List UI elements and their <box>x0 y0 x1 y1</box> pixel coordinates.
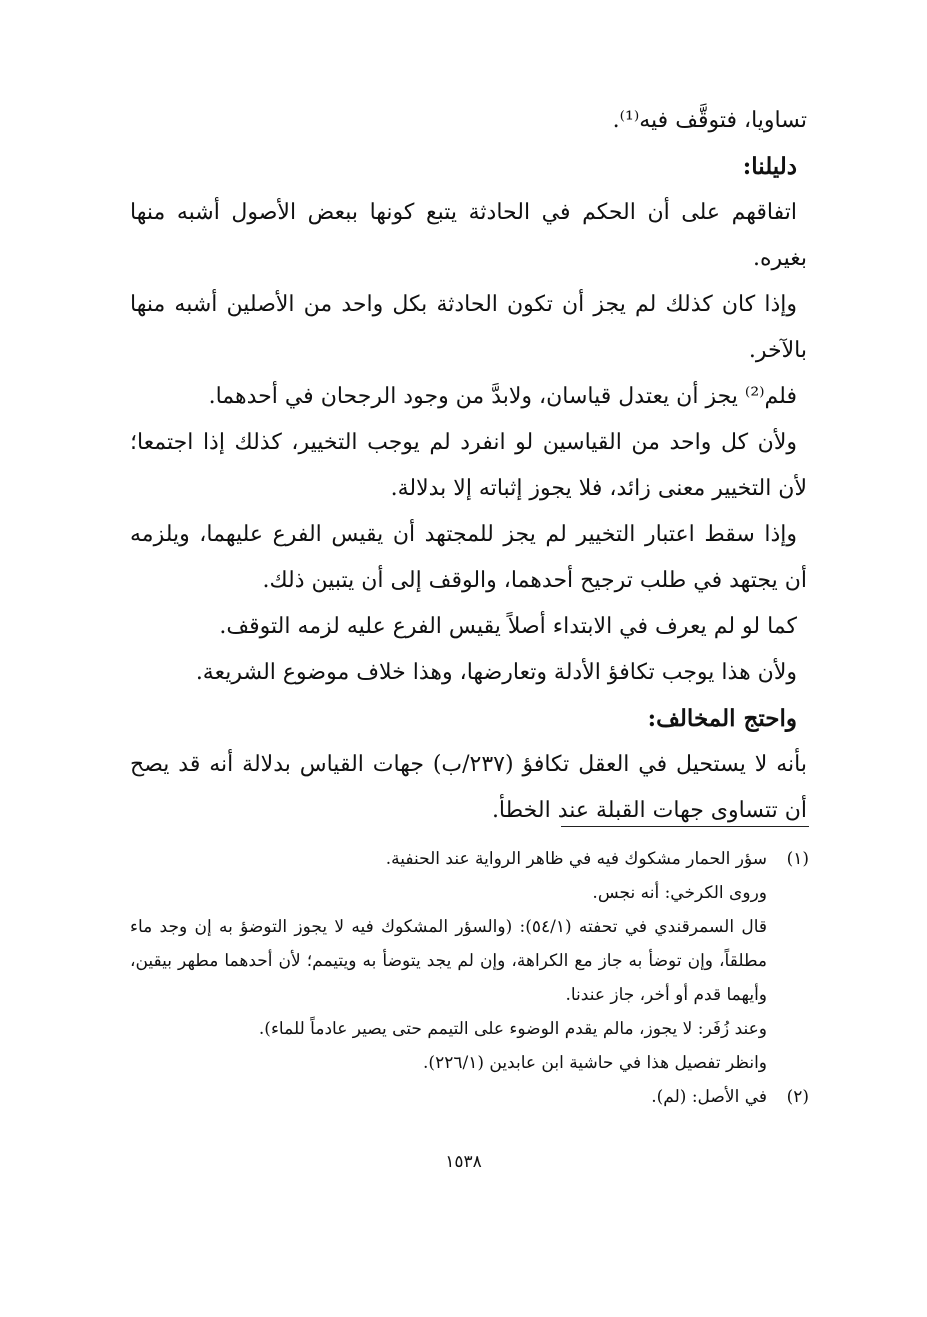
section-heading: واحتج المخالف: <box>647 705 797 732</box>
footnotes <box>130 842 809 1114</box>
paragraph: ولأن هذا يوجب تكافؤ الأدلة وتعارضها، وهذا خلاف موضوع الشريعة. <box>195 660 797 685</box>
page-number: ١٥٣٨ <box>445 1152 482 1172</box>
paragraph: وإذا سقط اعتبار التخيير لم يجز للمجتهد أن يقيس الفرع عليهما، ويلزمه أن يجتهد في طلب ترجيح أحدهما، والوقف إلى أن يتبين ذلك. <box>130 522 807 593</box>
paragraph: تساويا، فتوقَّف فيه⁽¹⁾. <box>612 108 807 133</box>
footnote-line: سؤر الحمار مشكوك فيه في ظاهر الرواية عند الحنفية. <box>385 849 767 869</box>
footnote-number: (٢) <box>786 1087 809 1107</box>
footnote-number: (١) <box>786 849 809 869</box>
main-text <box>130 98 807 834</box>
section-heading: دليلنا: <box>742 153 797 180</box>
footnote-line: وانظر تفصيل هذا في حاشية ابن عابدين (٢٢٦/١). <box>423 1053 767 1073</box>
footnote-line: وعند زُفَر: لا يجوز، مالم يقدم الوضوء على التيمم حتى يصير عادماً للماء). <box>258 1019 767 1039</box>
footnote-divider <box>561 826 809 827</box>
footnote-line: في الأصل: (لم). <box>651 1087 767 1107</box>
footnote-body <box>130 1080 767 1114</box>
paragraph: اتفاقهم على أن الحكم في الحادثة يتبع كونها ببعض الأصول أشبه منها بغيره. <box>130 200 807 271</box>
paragraph: ولأن كل واحد من القياسين لو انفرد لم يوجب التخيير، كذلك إذا اجتمعا؛ لأن التخيير معنى زائد، فلا يجوز إثباته إلا بدلالة. <box>130 430 807 501</box>
footnote <box>130 1080 809 1114</box>
footnote-line: قال السمرقندي في تحفته (٥٤/١): (والسؤر المشكوك فيه لا يجوز التوضؤ به إن وجد ماء مطلقاً، وإن توضأ به جاز مع الكراهة، وإن لم يجد يتوضأ به ويتيمم؛ لأن أحدهما مطهر بيقين، وأيهما قدم أو أخر، جاز عندنا. <box>130 917 767 1005</box>
footnote-line: وروى الكرخي: أنه نجس. <box>592 883 767 903</box>
paragraph: كما لو لم يعرف في الابتداء أصلاً يقيس الفرع عليه لزمه التوقف. <box>219 614 797 639</box>
paragraph: وإذا كان كذلك لم يجز أن تكون الحادثة بكل واحد من الأصلين أشبه منها بالآخر. <box>130 292 807 363</box>
paragraph: بأنه لا يستحيل في العقل تكافؤ (٢٣٧/ب) جهات القياس بدلالة أنه قد يصح أن تتساوى جهات القبلة عند الخطأ. <box>130 752 807 823</box>
footnote-body <box>130 842 767 1080</box>
paragraph: فلم⁽²⁾ يجز أن يعتدل قياسان، ولابدَّ من وجود الرجحان في أحدهما. <box>208 384 797 409</box>
footnote <box>130 842 809 1080</box>
